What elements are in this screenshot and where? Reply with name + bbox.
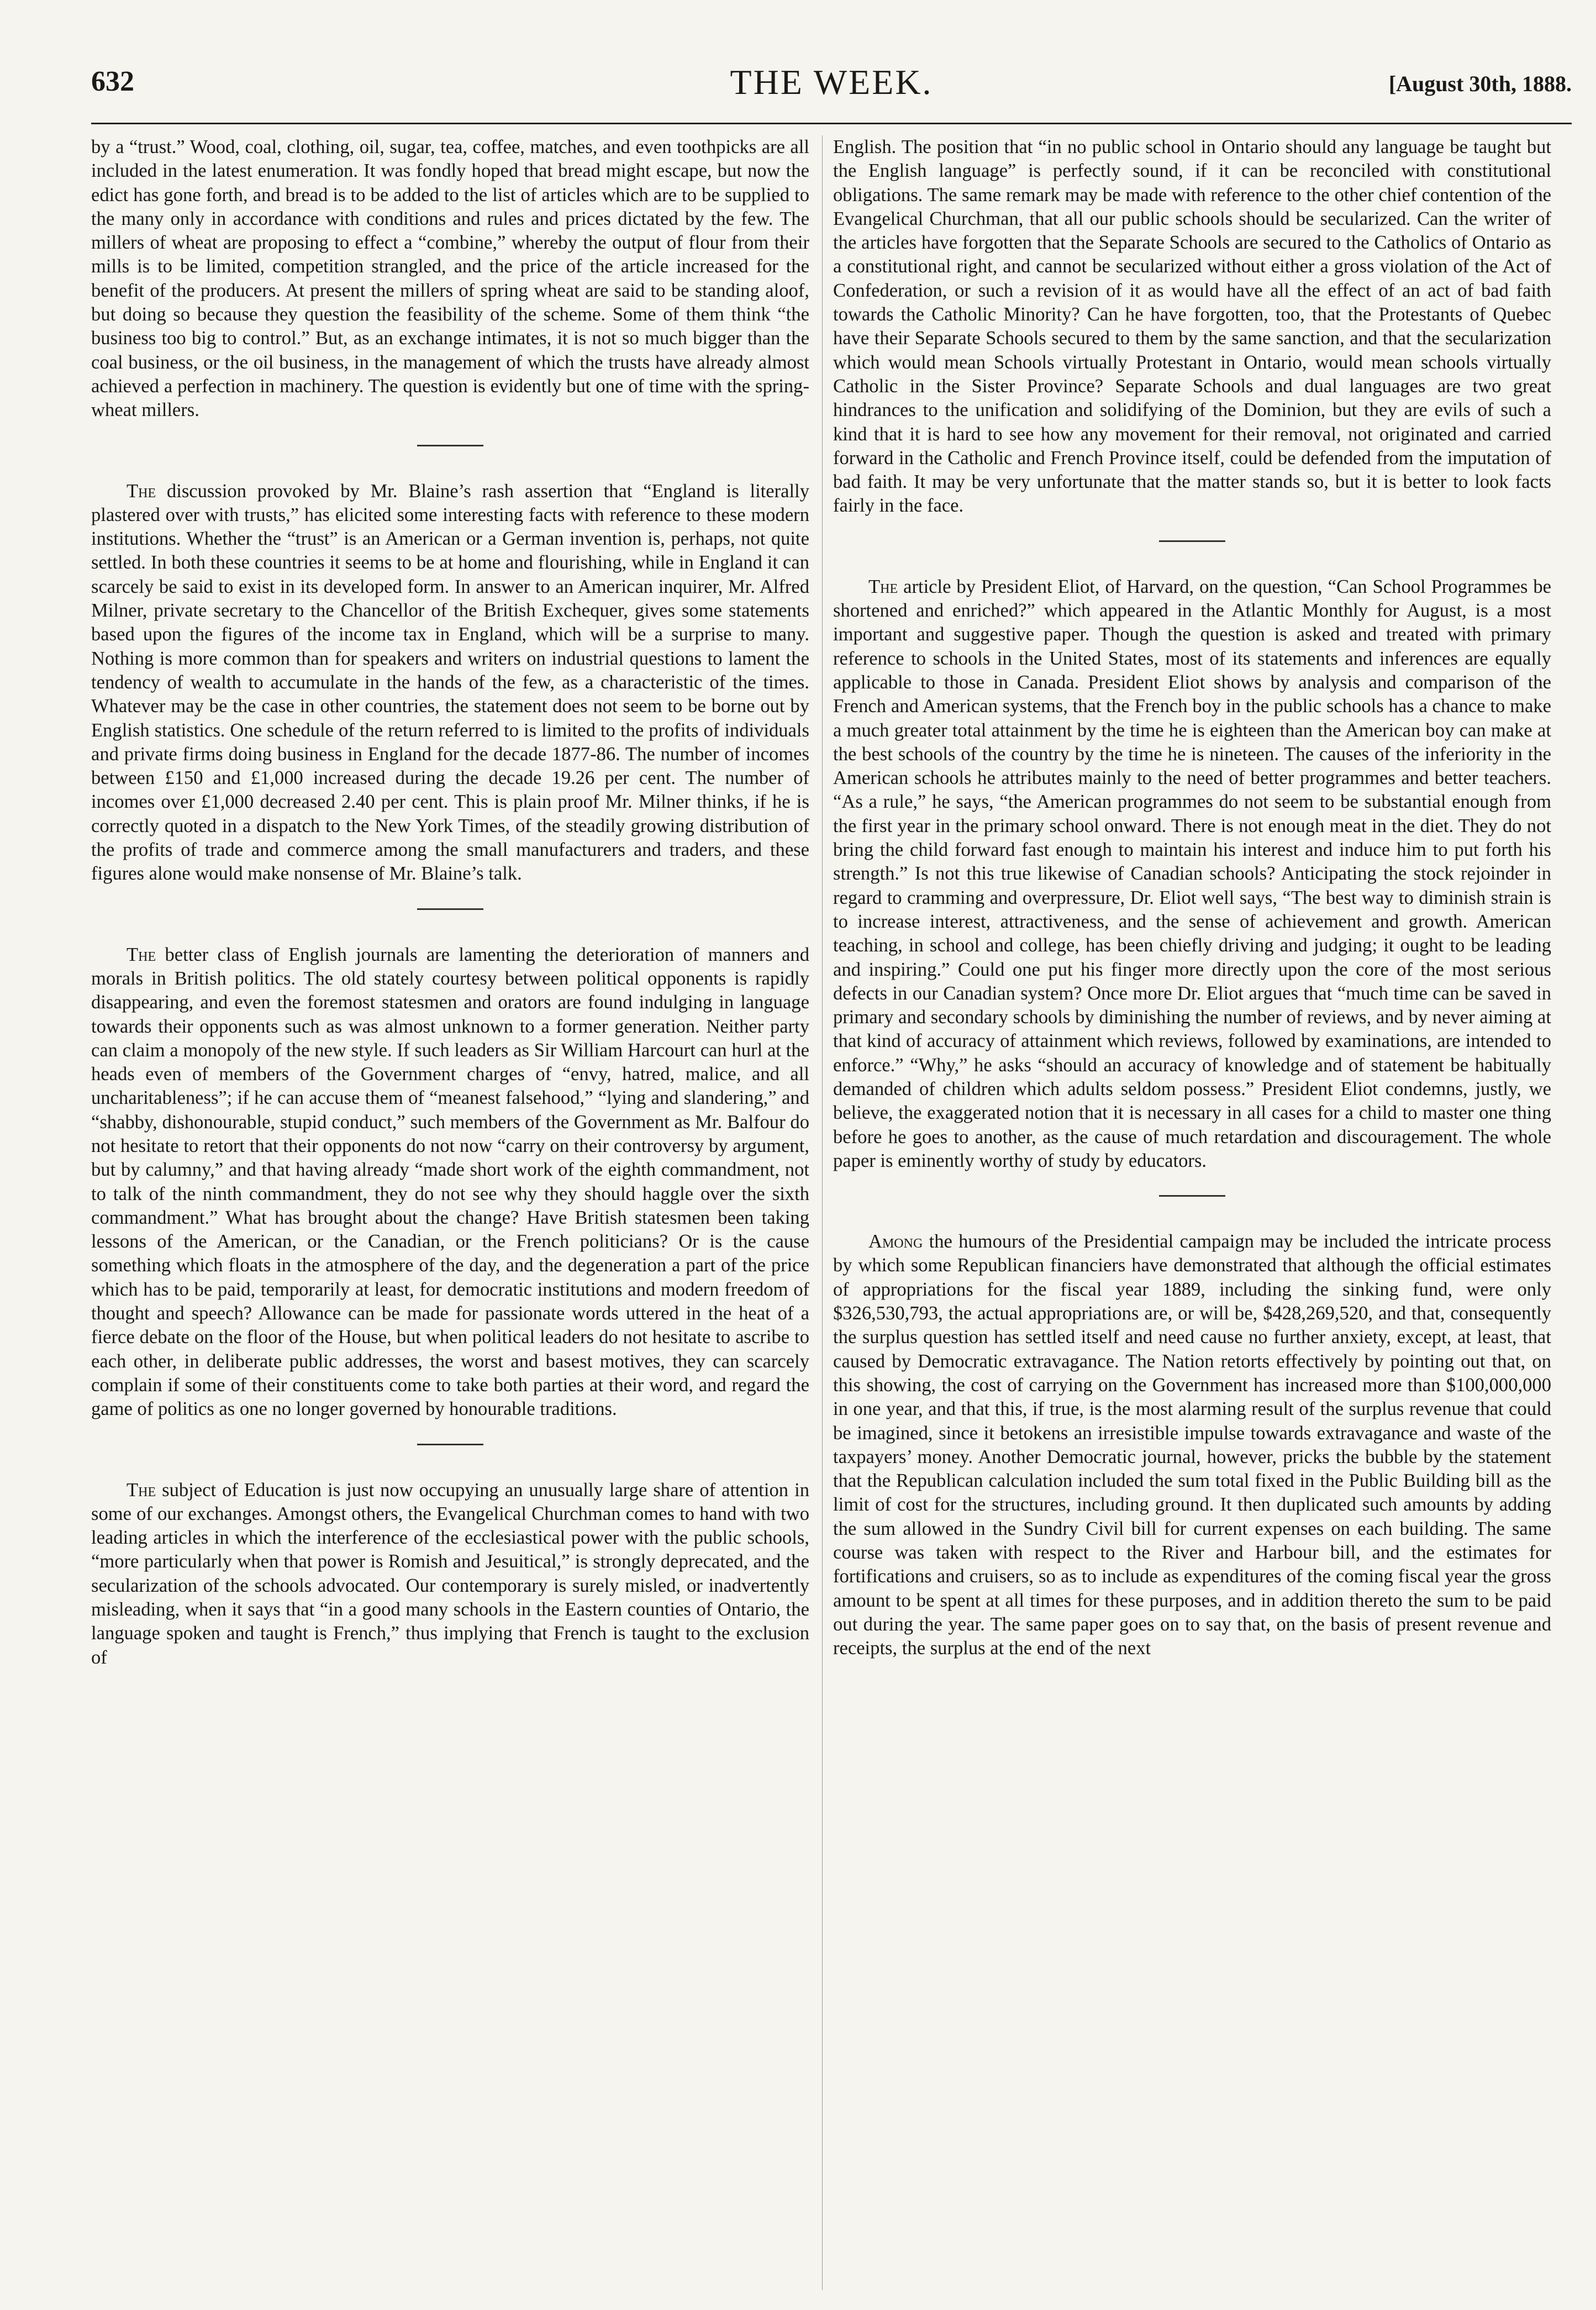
section-divider (417, 445, 483, 446)
page-header (91, 62, 1572, 109)
left-column (91, 135, 809, 1670)
publication-title: THE WEEK. (730, 62, 933, 102)
section-divider (1159, 1195, 1225, 1197)
paragraph-british-politics: The better class of English journals are lamenting the deterioration of manners and morals in British politics. The old stately courtesy between political opponents is rapidly disappearing, and even the foremost statesmen and orators are found indulging in language towards their opponents such as was almost unknown to a former generation. Neither party can claim a monopoly of the new style. If such leaders as Sir William Harcourt can hurl at the heads even of members of the Government charges of “envy, hatred, malice, and all uncharitableness”; if he can accuse them of “meanest falsehood,” “lying and slandering,” and “shabby, dishonourable, stupid conduct,” such members of the Government as Mr. Balfour do not hesitate to retort that their opponents do not now “carry on their controversy by argument, but by calumny,” and that having already “made short work of the eighth commandment, not to talk of the ninth commandment, they do not see why they should haggle over the sixth commandment.” What has brought about the change? Have British statesmen been taking lessons of the American, or the Canadian, or the French politicians? Or is the cause something which floats in the atmosphere of the day, and the degeneration a part of the price which has to be paid, temporarily at least, for democratic institutions and modern freedom of thought and speech? Allowance can be made for passionate words uttered in the heat of a fierce debate on the floor of the House, but when political leaders do not hesitate to ascribe to each other, in deliberate public addresses, the worst and basest motives, they can scarcely complain if some of their constituents come to take both parties at their word, and regard the game of politics as one no longer governed by honourable traditions. (91, 944, 809, 1420)
paragraph-trusts: by a “trust.” Wood, coal, clothing, oil, sugar, tea, coffee, matches, and even toothpicks are all included in the latest enumeration. It was fondly hoped that bread might escape, but now the edict has gone forth, and bread is to be added to the list of articles which are to be supplied to the many only in accordance with conditions and rules and prices dictated by the few. The millers of wheat are proposing to effect a “combine,” whereby the output of flour from their mills is to be limited, competition strangled, and the price of the article increased for the benefit of the producers. At present the millers of spring wheat are said to be standing aloof, but doing so because they question the feasibility of the scheme. Some of them think “the business too big to control.” But, as an exchange intimates, it is not so much bigger than the coal business, or the oil business, in the management of which the trusts have already almost achieved a perfection in machinery. The question is evidently but one of time with the spring-wheat millers. (91, 136, 809, 421)
section-divider (417, 908, 483, 910)
paragraph-separate-schools: English. The position that “in no public school in Ontario should any language be taught but the English language” is perfectly sound, if it can be reconciled with constitutional obligations. The same remark may be made with reference to the other chief contention of the Evangelical Churchman, that all our public schools should be secularized. Can the writer of the articles have forgotten that the Separate Schools are secured to the Catholics of Ontario as a constitutional right, and cannot be secularized without either a gross violation of the Act of Confederation, or such a revision of it as would have all the effect of an act of bad faith towards the Catholic Minority? Can he have forgotten, too, that the Protestants of Quebec have their Separate Schools secured to them by the same sanction, and that the secularization which would mean Schools virtually Protestant in Ontario, would mean schools virtually Catholic in the Sister Province? Separate Schools and dual languages are two great hindrances to the unification and solidifying of the Dominion, but they are evils of such a kind that it is hard to see how any movement for their removal, not originated and carried forward in the Catholic and French Province itself, could be defended from the imputation of bad faith. It may be very unfortunate that the matter stands so, but it is better to look facts fairly in the face. (833, 136, 1551, 517)
page-number: 632 (91, 66, 134, 97)
issue-date: [August 30th, 1888. (1388, 71, 1572, 96)
paragraph-blaine-trusts: The discussion provoked by Mr. Blaine’s rash assertion that “England is literally plastered over with trusts,” has elicited some interesting facts with reference to these modern institutions. Whether the “trust” is an American or a German invention is, perhaps, not quite settled. In both these countries it seems to be at home and flourishing, while in England it can scarcely be said to exist in its developed form. In answer to an American inquirer, Mr. Alfred Milner, private secretary to the Chancellor of the British Exchequer, gives some statements based upon the figures of the income tax in England, which will be a surprise to many. Nothing is more common than for speakers and writers on industrial questions to lament the tendency of wealth to accumulate in the hands of the few, as a characteristic of the times. Whatever may be the case in other countries, the statement does not seem to be borne out by English statistics. One schedule of the return referred to is limited to the profits of individuals and private firms doing business in England for the decade 1877-86. The number of incomes between £150 and £1,000 increased during the decade 19.26 per cent. The number of incomes over £1,000 decreased 2.40 per cent. This is plain proof Mr. Milner thinks, if he is correctly quoted in a dispatch to the New York Times, of the steadily growing distribution of the profits of trade and commerce among the small manufacturers and traders, and these figures alone would make nonsense of Mr. Blaine’s talk. (91, 480, 809, 885)
paragraph-president-eliot: The article by President Eliot, of Harvard, on the question, “Can School Programmes be shortened and enriched?” which appeared in the Atlantic Monthly for August, is a most important and suggestive paper. Though the question is asked and treated with primary reference to schools in the United States, most of its statements and inferences are equally applicable to those in Canada. President Eliot shows by analysis and comparison of the French and American systems, that the French boy in the public schools has a chance to make a much greater total attainment by the time he is eighteen than the American boy can make at the best schools of the country by the time he is nineteen. The causes of the inferiority in the American schools he attributes mainly to the need of better programmes and better teachers. “As a rule,” he says, “the American programmes do not seem to be substantial enough from the first year in the primary school onward. There is not enough meat in the diet. They do not bring the child forward fast enough to maintain his interest and induce him to put forth his strength.” Is not this true likewise of Canadian schools? Anticipating the stock rejoinder in regard to cramming and overpressure, Dr. Eliot well says, “The best way to diminish strain is to increase interest, attractiveness, and the sense of achievement and growth. American teaching, in school and college, has been chiefly driving and judging; it ought to be leading and inspiring.” Could one put his finger more directly upon the core of the most serious defects in our Canadian system? Once more Dr. Eliot argues that “much time can be saved in primary and secondary schools by diminishing the number of reviews, and by never aiming at that kind of accuracy of attainment which reviews, followed by examinations, are intended to enforce.” “Why,” he asks “should an accuracy of knowledge and of statement be habitually demanded of children which adults seldom possess.” President Eliot condemns, justly, we believe, the exaggerated notion that it is necessary in all cases for a child to master one thing before he goes to another, as the cause of much retardation and discouragement. The whole paper is eminently worthy of study by educators. (833, 576, 1551, 1171)
paragraph-presidential-campaign: Among the humours of the Presidential campaign may be included the intricate process by which some Republican financiers have demonstrated that although the official estimates of appropriations for the fiscal year 1889, including the sinking fund, were only $326,530,793, the actual appropriations are, or will be, $428,269,520, and that, consequently the surplus question has settled itself and need cause no further anxiety, except, at least, that caused by Democratic extravagance. The Nation retorts effectively by pointing out that, on this showing, the cost of carrying on the Government has increased more than $100,000,000 in one year, and that this, if true, is the most alarming result of the surplus revenue that could be imagined, since it betokens an irresistible impulse towards extravagance and waste of the taxpayers’ money. Another Democratic journal, however, pricks the bubble by the statement that the Republican calculation included the sum total fixed in the Public Building bill as the limit of cost for the structures, including ground. It then duplicated such amounts by adding the sum allowed in the Sundry Civil bill for current expenses on each building. The same course was taken with respect to the River and Harbour bill, and the estimates for fortifications and cruisers, so as to include as expenditures of the coming fiscal year the gross amount to be spent at all times for these purposes, and in addition thereto the sum to be paid out during the year. The same paper goes on to say that, on the basis of present revenue and receipts, the surplus at the end of the next (833, 1231, 1551, 1659)
paragraph-education: The subject of Education is just now occupying an unusually large share of attention in some of our exchanges. Amongst others, the Evangelical Churchman comes to hand with two leading articles in which the interference of the ecclesiastical power with the public schools, “more particularly when that power is Romish and Jesuitical,” is strongly deprecated, and the secularization of the schools advocated. Our contemporary is surely misled, or inadvertently misleading, when it says that “in a good many schools in the Eastern counties of Ontario, the language spoken and taught is French,” thus implying that French is taught to the exclusion of (91, 1479, 809, 1668)
column-gutter (822, 135, 823, 2290)
header-rule (91, 123, 1572, 124)
section-divider (417, 1444, 483, 1445)
right-column (833, 135, 1551, 1661)
section-divider (1159, 540, 1225, 542)
